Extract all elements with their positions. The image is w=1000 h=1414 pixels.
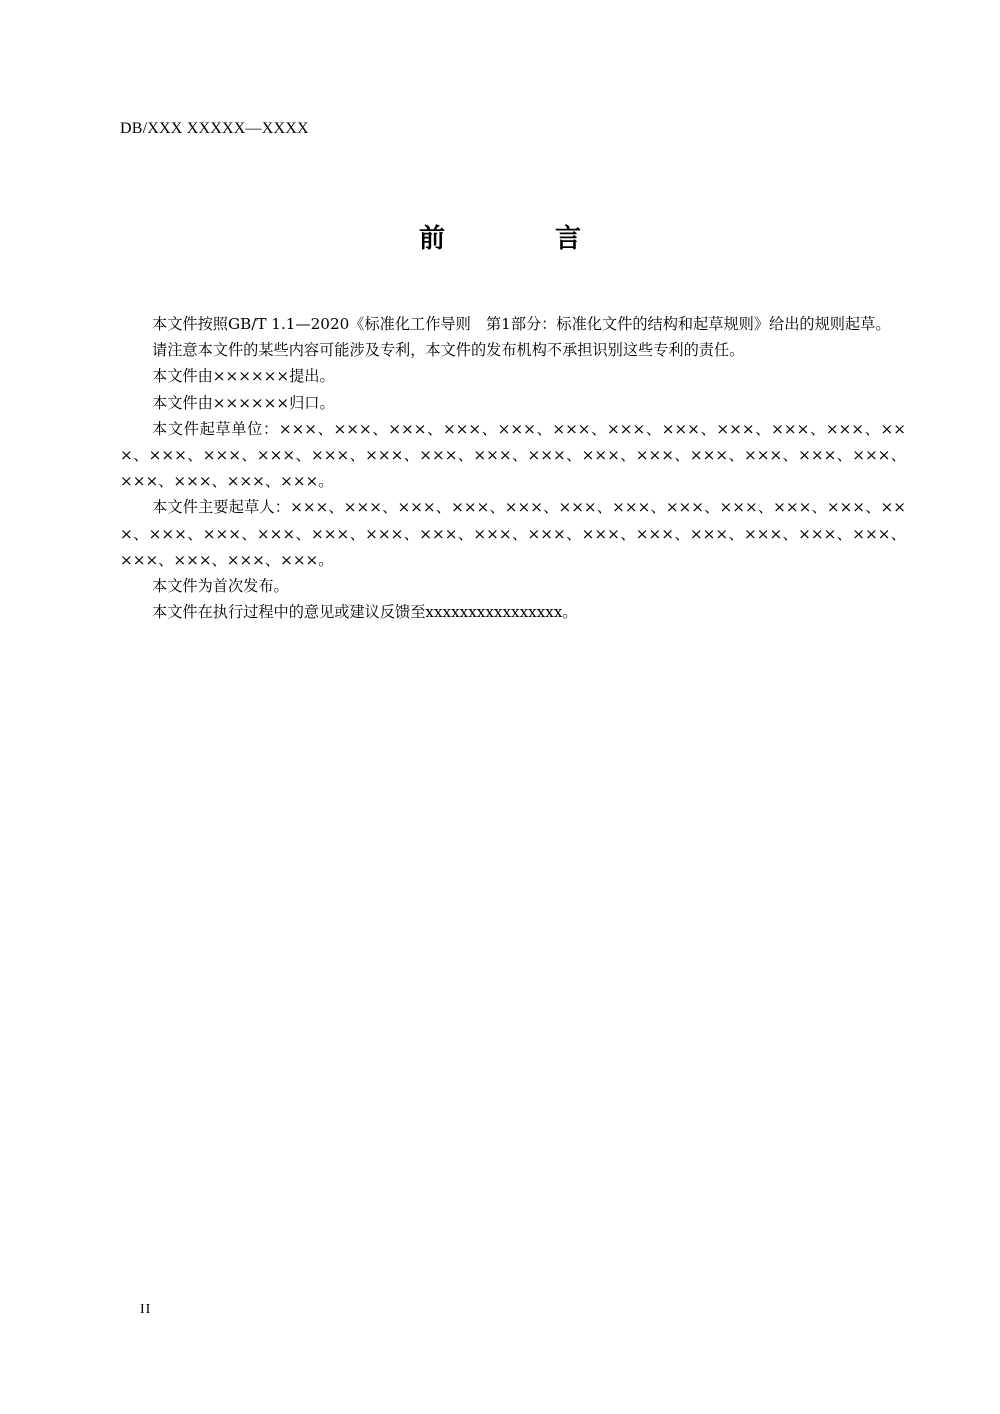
paragraph-first-release: 本文件为首次发布。 (152, 577, 289, 596)
paragraph-drafting-units: 本文件起草单位：×××、×××、×××、×××、×××、×××、×××、×××、×××、×××、×××、×××、×××、×××、×××、×××、×××、×××、×××、×××、×××、×××、×××、×××、×××、×××、×××、×××、×××、×××。 (120, 419, 906, 491)
document-code: DB/XXX XXXXX—XXXX (120, 120, 309, 137)
title-char-2: 言 (555, 224, 582, 254)
paragraph-under-jurisdiction: 本文件由××××××归口。 (152, 393, 335, 412)
paragraph-drafting-rules: 本文件按照GB/T 1.1—2020《标准化工作导则 第1部分：标准化文件的结构和起草规则》给出的规则起草。 (152, 315, 891, 333)
paragraph-proposed-by: 本文件由××××××提出。 (152, 367, 335, 386)
foreword-body (120, 311, 906, 625)
paragraph-patent-notice: 请注意本文件的某些内容可能涉及专利，本文件的发布机构不承担识别这些专利的责任。 (152, 341, 745, 360)
paragraph-feedback: 本文件在执行过程中的意见或建议反馈至xxxxxxxxxxxxxxxx。 (152, 603, 578, 622)
paragraph-main-drafters: 本文件主要起草人：×××、×××、×××、×××、×××、×××、×××、×××、×××、×××、×××、×××、×××、×××、×××、×××、×××、×××、×××、×××、×××、×××、×××、×××、×××、×××、×××、×××、×××、×××。 (120, 498, 906, 569)
page-number: II (140, 1302, 152, 1317)
title-char-1: 前 (418, 224, 445, 254)
page-title (0, 218, 1000, 255)
